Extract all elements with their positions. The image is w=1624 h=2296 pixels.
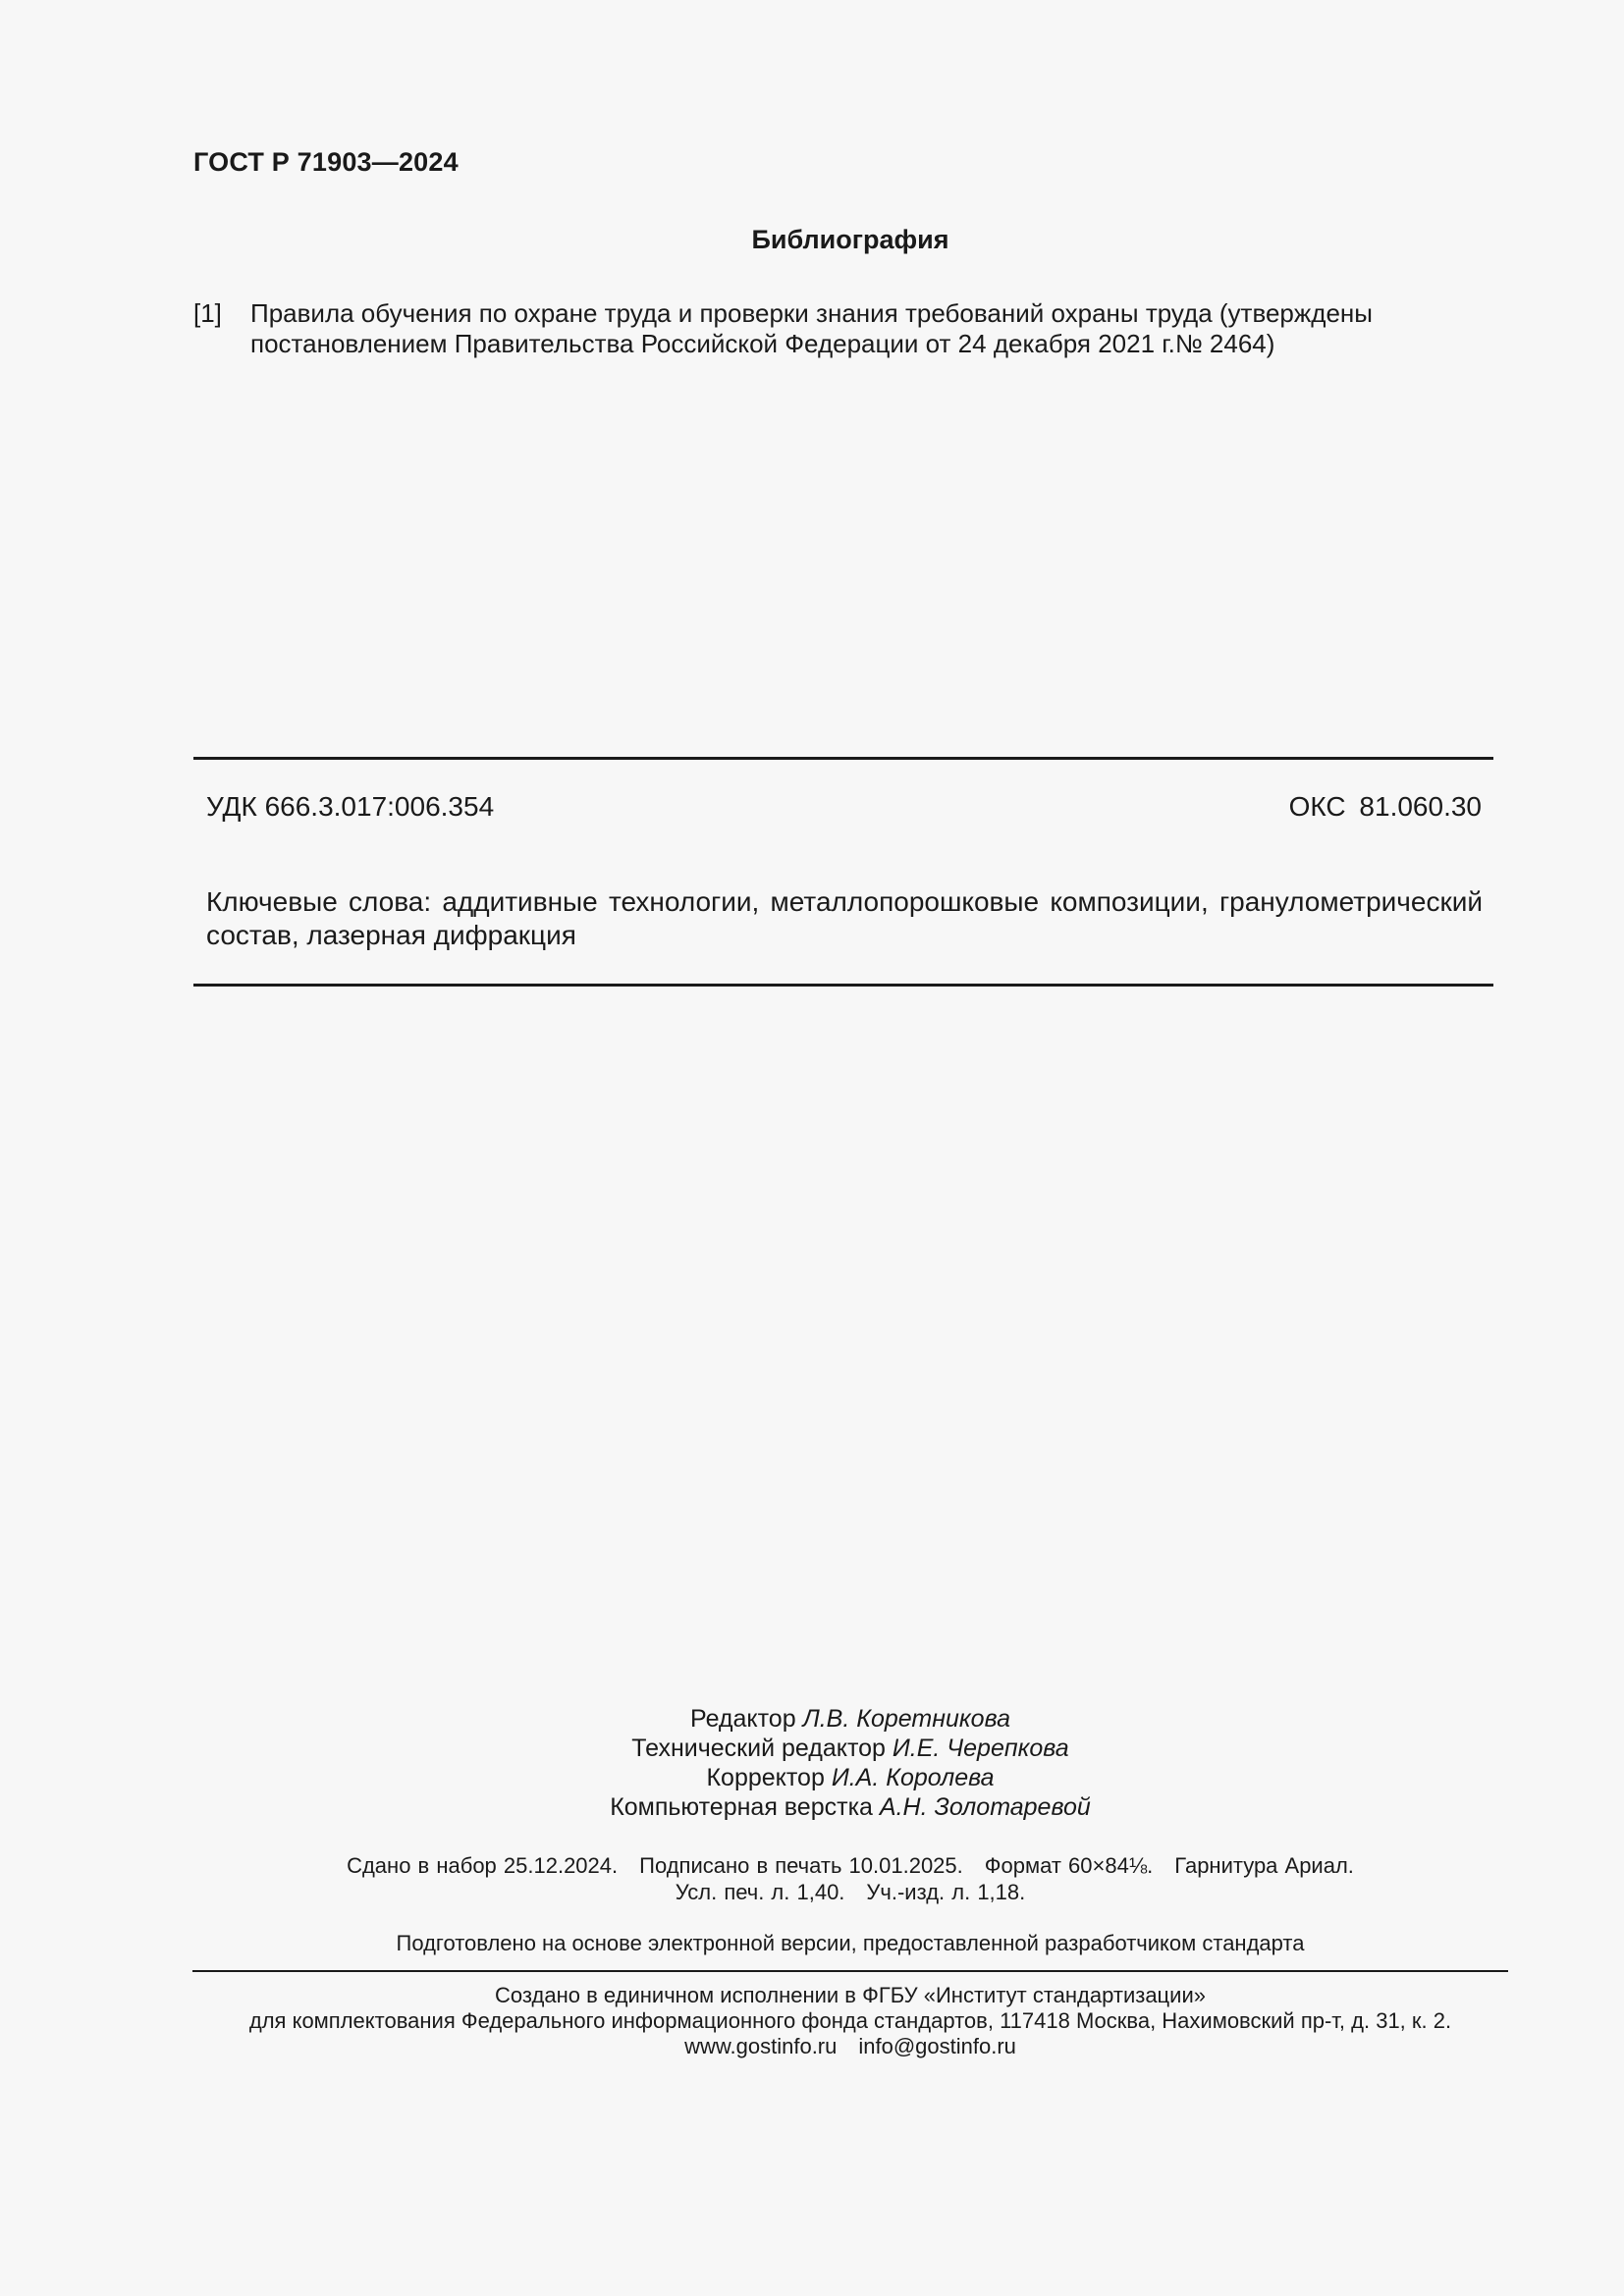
keywords: Ключевые слова: аддитивные технологии, металлопорошковые композиции, гранулометрический состав, лазерная дифракция [206, 886, 1483, 950]
credit-role: Технический редактор [631, 1735, 886, 1762]
credit-editor [0, 1704, 1624, 1734]
credit-corrector [0, 1763, 1624, 1792]
bibliography-entry-number: [1] [193, 298, 222, 328]
bibliography-entry-text: Правила обучения по охране труда и проверки знания требований охраны труда (утверждены постановлением Правительства Российской Федерации от 24 декабря 2021 г.№ 2464) [250, 298, 1373, 358]
paper-format: Формат 60×84⅛. [984, 1853, 1154, 1878]
credit-name: Л.В. Коретникова [802, 1705, 1010, 1733]
credit-name: И.Е. Черепкова [892, 1735, 1069, 1762]
footer-line2: для комплектования Федерального информационного фонда стандартов, 117418 Москва, Нахимовский пр-т, д. 31, к. 2. [248, 2008, 1452, 2033]
credit-role: Корректор [706, 1764, 825, 1791]
signed-date: Подписано в печать 10.01.2025. [639, 1853, 963, 1878]
divider-bottom [193, 984, 1493, 987]
print-info [0, 1852, 1624, 1905]
footer-block [0, 1983, 1624, 2059]
credit-role: Компьютерная верстка [610, 1793, 873, 1821]
website-link[interactable]: www.gostinfo.ru [684, 2034, 838, 2058]
divider-footer [192, 1970, 1508, 1972]
credit-role: Редактор [690, 1705, 796, 1733]
credit-name: И.А. Королева [831, 1764, 995, 1791]
printed-sheets: Усл. печ. л. 1,40. [675, 1880, 845, 1904]
print-info-line1 [0, 1852, 1624, 1879]
publisher-sheets: Уч.-изд. л. 1,18. [866, 1880, 1026, 1904]
credits-block [0, 1704, 1624, 1822]
document-code: ГОСТ Р 71903—2024 [193, 147, 459, 177]
credit-name: А.Н. Золотаревой [879, 1793, 1091, 1821]
credit-layout [0, 1792, 1624, 1822]
udk-code: УДК 666.3.017:006.354 [206, 791, 495, 822]
divider-top [193, 757, 1493, 760]
footer-contacts [0, 2034, 1624, 2059]
credit-tech-editor [0, 1734, 1624, 1763]
typeface: Гарнитура Ариал. [1174, 1853, 1354, 1878]
submitted-date: Сдано в набор 25.12.2024. [347, 1853, 619, 1878]
prepared-note: Подготовлено на основе электронной версии, предоставленной разработчиком стандарта [396, 1931, 1305, 1955]
oks-code: ОКС 81.060.30 [1288, 791, 1482, 822]
email-link[interactable]: info@gostinfo.ru [858, 2034, 1016, 2058]
footer-line1: Создано в единичном исполнении в ФГБУ «Институт стандартизации» [495, 1983, 1206, 2007]
bibliography-title: Библиография [751, 225, 949, 254]
print-info-line2 [0, 1879, 1624, 1905]
